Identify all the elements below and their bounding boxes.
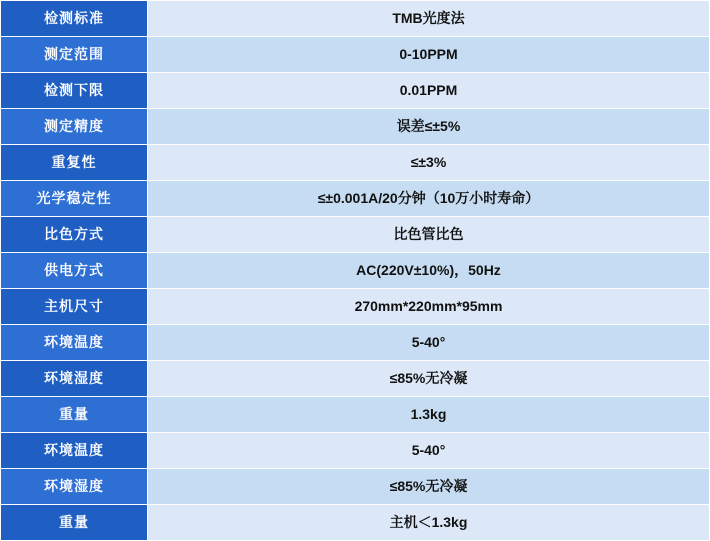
table-row — [1, 397, 710, 433]
table-row — [1, 289, 710, 325]
table-row — [1, 109, 710, 145]
spec-label: 重量 — [1, 505, 148, 541]
table-row — [1, 433, 710, 469]
spec-value: 5-40° — [148, 433, 710, 469]
table-row — [1, 217, 710, 253]
specification-table-body — [1, 1, 710, 541]
spec-value: 主机＜1.3kg — [148, 505, 710, 541]
spec-label: 重量 — [1, 397, 148, 433]
spec-value: 0.01PPM — [148, 73, 710, 109]
spec-value: ≤±3% — [148, 145, 710, 181]
table-row — [1, 361, 710, 397]
table-row — [1, 253, 710, 289]
spec-label: 测定范围 — [1, 37, 148, 73]
spec-label: 主机尺寸 — [1, 289, 148, 325]
spec-value: 5-40° — [148, 325, 710, 361]
table-row — [1, 145, 710, 181]
spec-value: 误差≤±5% — [148, 109, 710, 145]
spec-label: 环境湿度 — [1, 361, 148, 397]
spec-label: 检测标准 — [1, 1, 148, 37]
spec-label: 供电方式 — [1, 253, 148, 289]
spec-value: ≤85%无冷凝 — [148, 361, 710, 397]
spec-value: TMB光度法 — [148, 1, 710, 37]
table-row — [1, 1, 710, 37]
table-row — [1, 505, 710, 541]
table-row — [1, 37, 710, 73]
table-row — [1, 469, 710, 505]
spec-value: AC(220V±10%)，50Hz — [148, 253, 710, 289]
spec-label: 光学稳定性 — [1, 181, 148, 217]
spec-value: ≤±0.001A/20分钟（10万小时寿命） — [148, 181, 710, 217]
spec-label: 环境湿度 — [1, 469, 148, 505]
table-row — [1, 73, 710, 109]
spec-label: 环境温度 — [1, 433, 148, 469]
spec-label: 重复性 — [1, 145, 148, 181]
table-row — [1, 325, 710, 361]
spec-value: 1.3kg — [148, 397, 710, 433]
spec-value: ≤85%无冷凝 — [148, 469, 710, 505]
spec-value: 0-10PPM — [148, 37, 710, 73]
spec-label: 比色方式 — [1, 217, 148, 253]
spec-value: 比色管比色 — [148, 217, 710, 253]
spec-value: 270mm*220mm*95mm — [148, 289, 710, 325]
table-row — [1, 181, 710, 217]
spec-label: 环境温度 — [1, 325, 148, 361]
spec-label: 测定精度 — [1, 109, 148, 145]
spec-label: 检测下限 — [1, 73, 148, 109]
